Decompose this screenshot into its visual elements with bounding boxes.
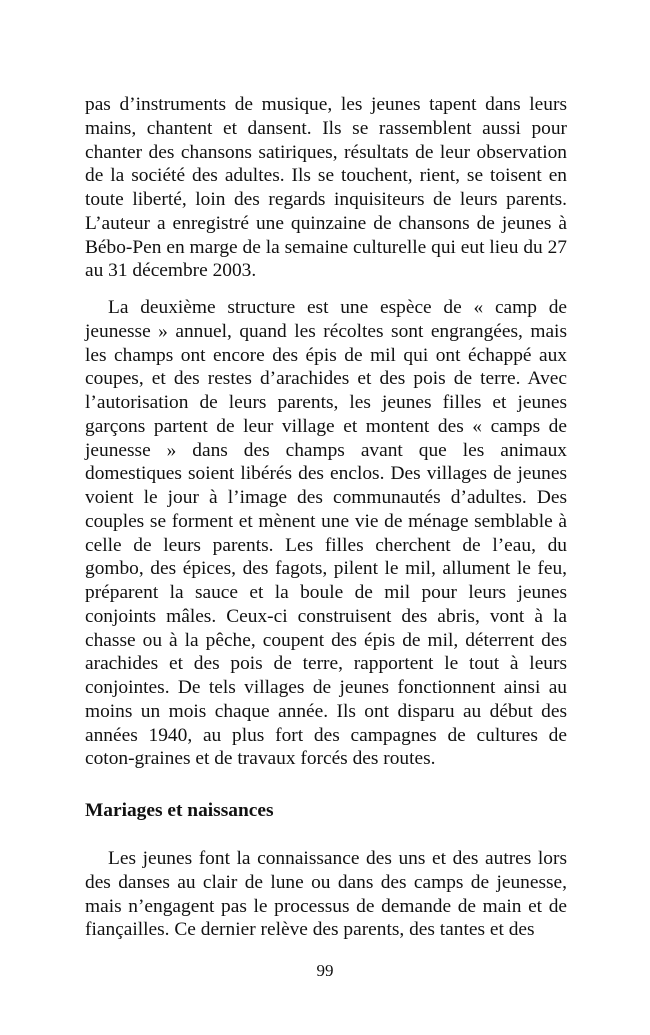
paragraph-camp-de-jeunesse: La deuxième structure est une espèce de « camp de jeunesse » annuel, quand les récoltes sont engrangées, mais les champs ont encore des épis de mil qui ont échappé aux coupes, et des restes d’arachides et des pois de terre. Avec l’autorisation de leurs parents, les jeunes filles et jeunes garçons partent de leur village et montent des « camps de jeunesse » dans des champs avant que les animaux domestiques soient libérés des enclos. Des villages de jeunes voient le jour à l’image des communautés d’adultes. Des couples se forment et mènent une vie de ménage semblable à celle de leurs parents. Les filles cherchent de l’eau, du gombo, des épices, des fagots, pilent le mil, allument le feu, préparent la sauce et la boule de mil pour leurs jeunes conjoints mâles. Ceux-ci construisent des abris, vont à la chasse ou à la pêche, coupent des épis de mil, déterrent des arachides et des pois de terre, rapportent le tout à leurs conjointes. De tels villages de jeunes fonctionnent ainsi au moins un mois chaque année. Ils ont disparu au début des années 1940, au plus fort des campagnes de cultures de coton-graines et de travaux forcés des routes. <box>85 297 567 770</box>
section-heading: Mariages et naissances <box>85 800 274 821</box>
paragraph-mariages: Les jeunes font la connaissance des uns et des autres lors des danses au clair de lune ou dans des camps de jeunesse, mais n’engagent pas le processus de demande de main et de fiançailles. Ce dernier relève des parents, des tantes et des <box>85 848 567 941</box>
page-number: 99 <box>316 961 334 980</box>
paragraph-continuation: pas d’instruments de musique, les jeunes tapent dans leurs mains, chantent et dansent. Ils se rassemblent aussi pour chanter des chansons satiriques, résultats de leur observation de la société des adultes. Ils se touchent, rient, se toisent en toute liberté, loin des regards inquisiteurs de leurs parents. L’auteur a enregistré une quinzaine de chansons de jeunes à Bébo-Pen en marge de la semaine culturelle qui eut lieu du 27 au 31 décembre 2003. <box>85 94 567 282</box>
page-body <box>85 93 567 942</box>
